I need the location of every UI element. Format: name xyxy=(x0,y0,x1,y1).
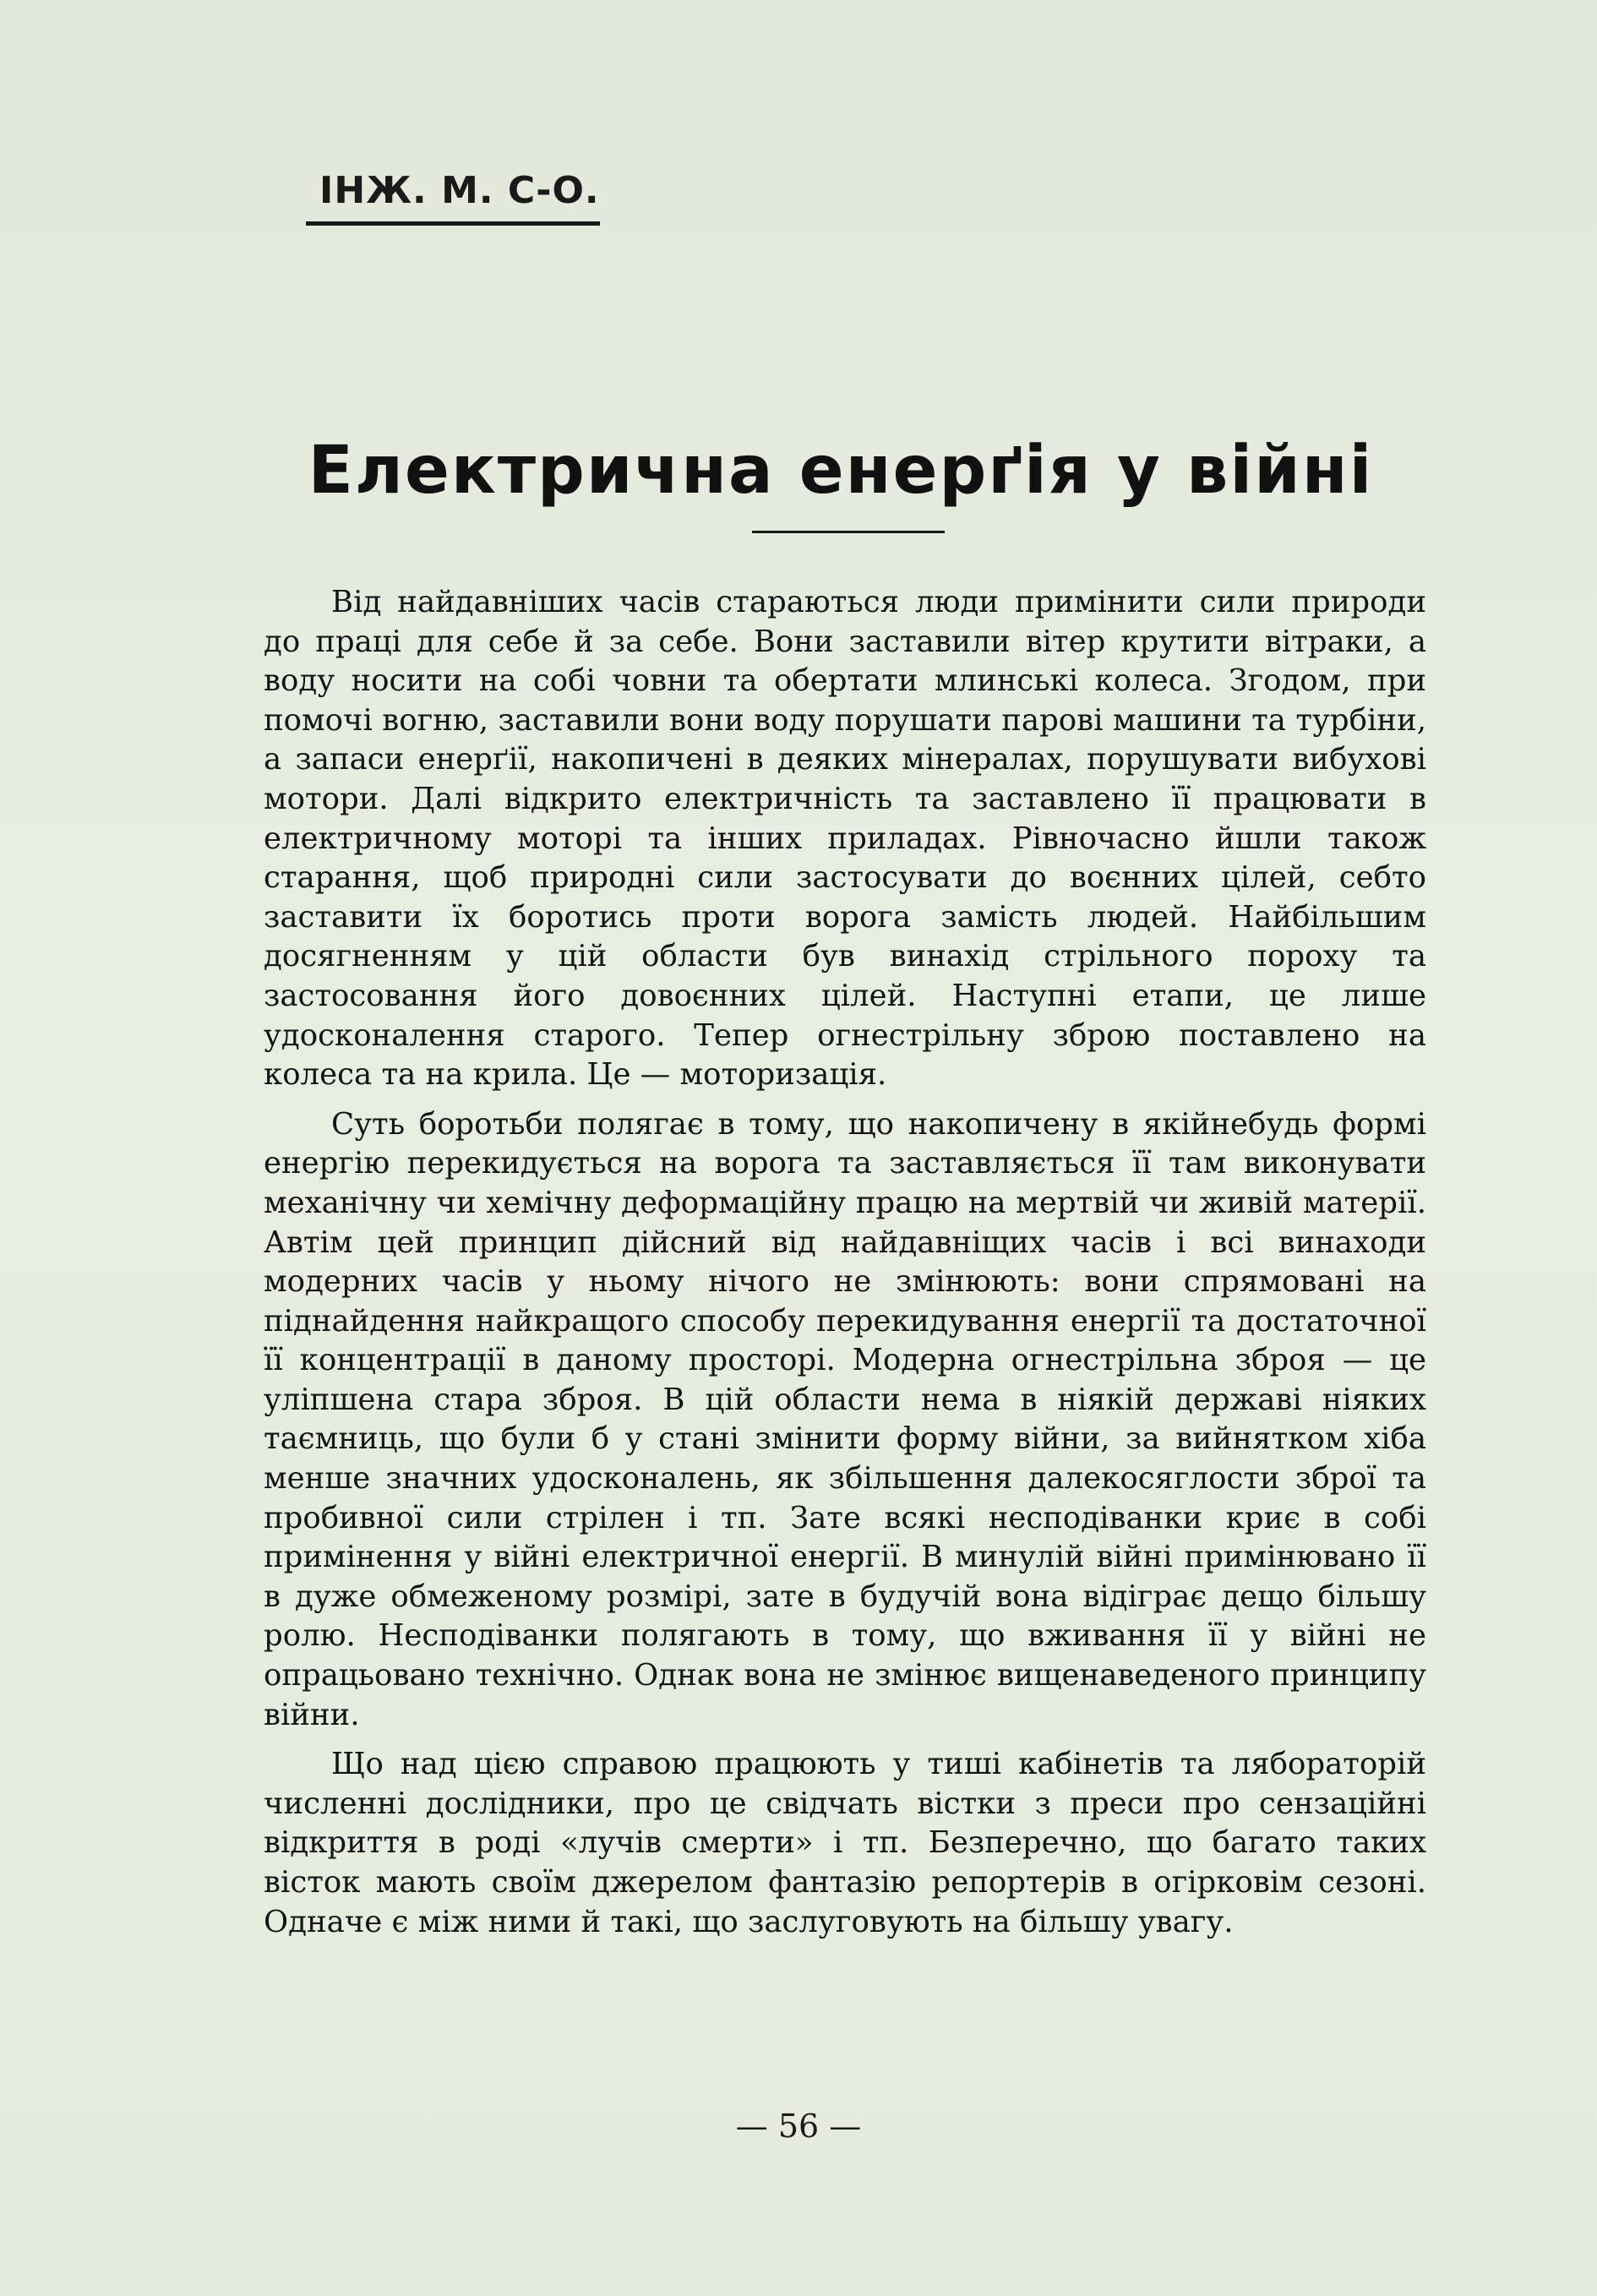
title-underline xyxy=(752,531,945,533)
paragraph-2: Суть боротьби полягає в тому, що накопичену в якійнебудь формі енергію перекидується на ворога та заставляється її там виконувати механічну чи хемічну деформаційну працю на мертвій чи живій матерії. Автім цей принцип дійсний від найдавніщих часів і всі винаходи модерних часів у ньому нічого не змінюють: вони спрямовані на піднайдення найкращого способу перекидування енергії та достаточної її концентрації в даному просторі. Модерна огнестрільна зброя — це уліпшена стара зброя. В цій области нема в ніякій державі ніяких таємниць, що були б у стані змінити форму війни, за вийнятком хіба менше значних удосконалень, як збільшення далекосяглости зброї та пробивної сили стрілен і тп. Зате всякі несподіванки криє в собі примінення у війні електричної енергії. В минулій війні примінювано її в дуже обмеженому розмірі, зате в будучій вона відіграє дещо більшу ролю. Несподіванки полягають в тому, що вживання її у війні не опрацьовано технічно. Однак вона не змінює вищенаведеного принципу війни. xyxy=(264,1106,1426,1732)
paragraph-1: Від найдавніших часів стараються люди примінити сили природи до праці для себе й за себе. Вони заставили вітер крутити вітраки, а воду носити на собі човни та обертати млинські колеса. Згодом, при помочі вогню, заставили вони воду порушати парові машини та турбіни, а запаси енерґії, накопичені в деяких мінералах, порушувати вибухові мотори. Далі відкрито електричність та заставлено її працювати в електричному моторі та інших приладах. Рівночасно йшли також старання, щоб природні сили застосувати до воєнних цілей, себто заставити їх боротись проти ворога замість людей. Найбільшим досягненням у цій области був винахід стрільного пороху та застосовання його довоєнних цілей. Наступні етапи, це лише удосконалення старого. Тепер огнестрільну зброю поставлено на колеса та на крила. Це — моторизація. xyxy=(264,585,1426,1093)
article-title: Електрична енерґія у війні xyxy=(308,433,1374,509)
author-underline xyxy=(306,221,600,226)
page-number: — 56 — xyxy=(735,2108,862,2145)
article-body xyxy=(264,583,1426,1952)
paragraph-3: Що над цією справою працюють у тиші кабінетів та лябораторій численні дослідники, про це свідчать вістки з преси про сензаційні відкриття в роді «лучів смерти» і тп. Безперечно, що багато таких вісток мають своїм джерелом фантазію репортерів в огірковім сезоні. Одначе є між ними й такі, що заслуговують на більшу увагу. xyxy=(264,1747,1426,1939)
author-byline: ІНЖ. М. С-О. xyxy=(319,169,600,212)
